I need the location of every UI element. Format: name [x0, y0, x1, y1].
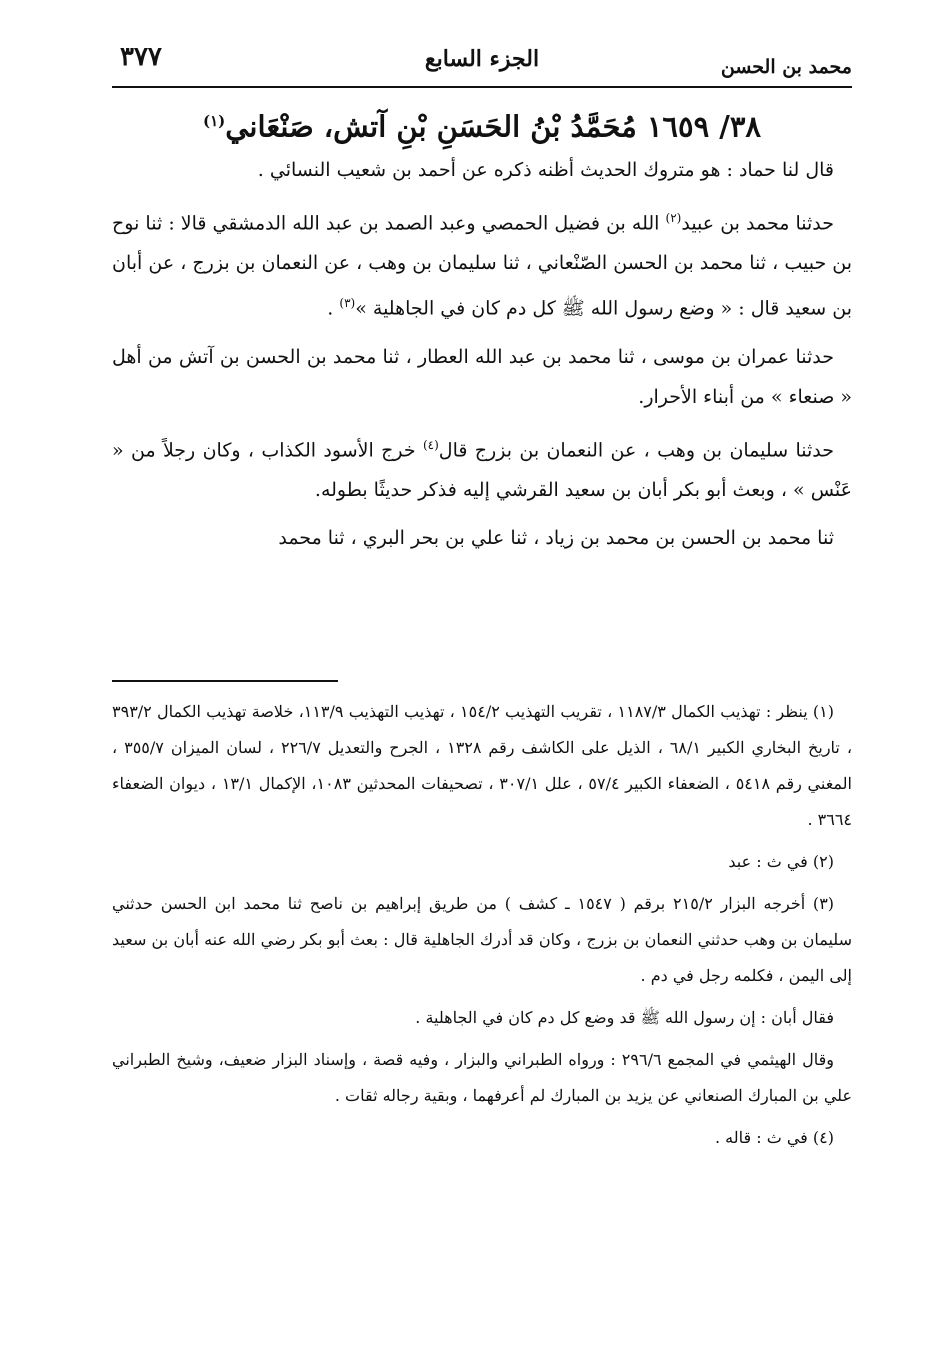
- paragraph-text: الله بن فضيل الحمصي وعبد الصمد بن عبد الله الدمشقي قالا : ثنا نوح بن حبيب ، ثنا محمد بن الحسن الصّنْعاني ، ثنا سليمان بن وهب ، عن النعمان بن بزرج ، عن أبان بن سعيد قال : « وضع رسول الله ﷺ كل دم كان في الجاهلية »: [112, 212, 852, 320]
- paragraph: [112, 518, 852, 558]
- footnote: (١) ينظر : تهذيب الكمال ١١٨٧/٣ ، تقريب التهذيب ١٥٤/٢ ، تهذيب التهذيب ١١٣/٩، خلاصة تهذيب الكمال ٣٩٣/٢ ، تاريخ البخاري الكبير ٦٨/١ ، الذيل على الكاشف رقم ١٣٢٨ ، الجرح والتعديل ٢٢٦/٧ ، لسان الميزان ٣٥٥/٧ ، المغني رقم ٥٤١٨ ، الضعفاء الكبير ٥٧/٤ ، علل ٣٠٧/١ ، تصحيفات المحدثين ١٠٨٣، الإكمال ١٣/١ ، ديوان الضعفاء ٣٦٦٤ .: [112, 702, 852, 829]
- entry-title-text: ٣٨/ ١٦٥٩ مُحَمَّدُ بْنُ الحَسَنِ بْنِ آتش، صَنْعَاني: [225, 109, 762, 144]
- page-number: ٣٧٧: [120, 42, 162, 72]
- paragraph-text: حدثنا سليمان بن وهب ، عن النعمان بن بزرج قال: [438, 438, 834, 461]
- footnote: فقال أبان : إن رسول الله ﷺ قد وضع كل دم كان في الجاهلية .: [415, 1008, 834, 1027]
- footnote-ref: (٤): [422, 437, 439, 452]
- entry-title-note: (١): [202, 112, 226, 130]
- paragraph-text: حدثنا محمد بن عبيد: [681, 212, 835, 235]
- footnote-ref: (٣): [339, 296, 356, 311]
- running-title: محمد بن الحسن: [720, 56, 852, 78]
- footnotes: [112, 694, 852, 1162]
- entry-title: [112, 96, 852, 152]
- footnote-ref: (٢): [665, 211, 682, 225]
- paragraph: [112, 337, 852, 417]
- footnote-separator: [112, 680, 338, 682]
- paragraph: [112, 425, 852, 510]
- volume-label: الجزء السابع: [424, 46, 540, 72]
- footnote: (٤) في ث : قاله .: [714, 1128, 834, 1147]
- page-header: [112, 40, 852, 90]
- header-rule: [112, 86, 852, 88]
- paragraph-text: ثنا محمد بن الحسن بن محمد بن زياد ، ثنا علي بن بحر البري ، ثنا محمد: [278, 526, 834, 549]
- footnote: (٣) أخرجه البزار ٢١٥/٢ برقم ( ١٥٤٧ ـ كشف ) من طريق إبراهيم بن ناصح ثنا محمد ابن الحسن حدثني سليمان بن وهب حدثني النعمان بن بزرج ، وكان قد أدرك الجاهلية قال : بعث أبو بكر رضي الله عنه أبان بن سعيد إلى اليمن ، فكلمه رجل في دم .: [112, 894, 852, 985]
- paragraph-text: حدثنا عمران بن موسى ، ثنا محمد بن عبد الله العطار ، ثنا محمد بن الحسن بن آتش من أهل « صنعاء » من أبناء الأحرار.: [112, 345, 852, 408]
- footnote: وقال الهيثمي في المجمع ٢٩٦/٦ : ورواه الطبراني والبزار ، وفيه قصة ، وإسناد البزار ضعيف، وشيخ الطبراني علي بن المبارك الصنعاني عن يزيد بن المبارك لم أعرفهما ، وبقية رجاله ثقات .: [112, 1050, 852, 1105]
- paragraph-text: خرج الأسود الكذاب ، وكان رجلاً من « عَنْس » ، وبعث أبو بكر أبان بن سعيد القرشي إليه فذكر حديثًا بطوله.: [112, 438, 852, 501]
- paragraph: [112, 198, 852, 329]
- paragraph-text: قال لنا حماد : هو متروك الحديث أظنه ذكره عن أحمد بن شعيب النسائي .: [257, 159, 834, 181]
- paragraph-text: .: [327, 297, 340, 320]
- main-text: [112, 150, 852, 566]
- paragraph: [112, 150, 852, 190]
- footnote: (٢) في ث : عبد: [728, 852, 834, 871]
